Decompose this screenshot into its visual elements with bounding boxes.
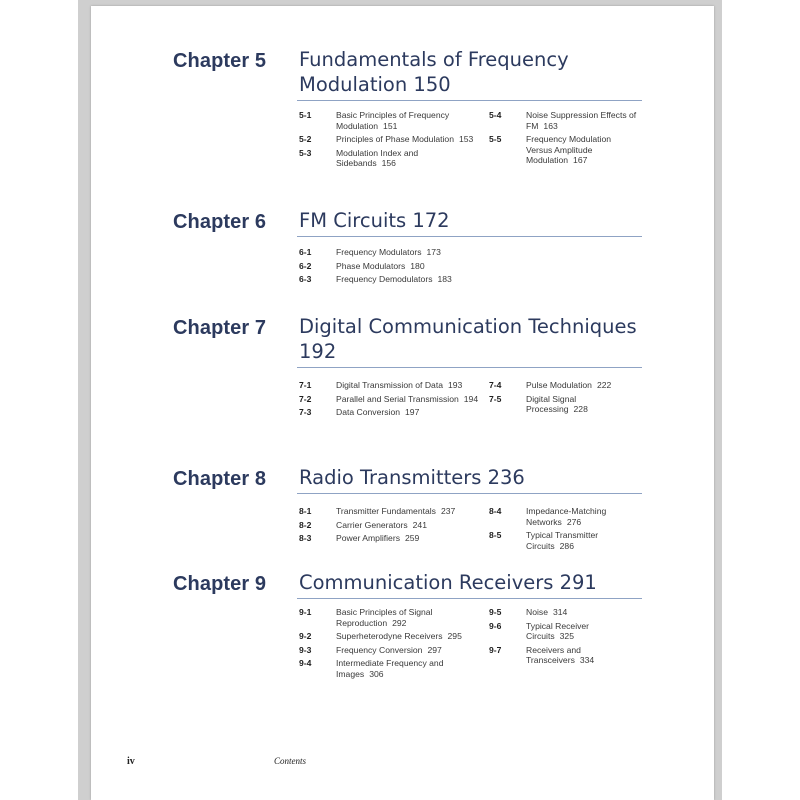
section-entry[interactable] <box>299 110 479 131</box>
section-page: 197 <box>405 407 420 417</box>
section-number: 8-2 <box>299 519 312 530</box>
section-title: Basic Principles of Signal Reproduction <box>336 607 433 628</box>
section-page: 237 <box>440 506 456 516</box>
chapter-title: Communication Receivers 291 <box>299 571 597 594</box>
section-title: Principles of Phase Modulation <box>336 134 454 144</box>
section-entry[interactable] <box>489 621 639 642</box>
section-entry[interactable] <box>299 407 479 418</box>
section-title: Typical Receiver Circuits <box>526 620 590 641</box>
section-title: Digital Transmission of Data <box>336 380 443 390</box>
section-title: Superheterodyne Receivers <box>336 631 443 641</box>
section-number: 9-1 <box>299 607 312 617</box>
section-entry[interactable] <box>299 134 479 145</box>
section-title: Basic Principles of Frequency Modulation <box>336 110 450 131</box>
section-number: 9-7 <box>489 644 502 655</box>
chapter-rule <box>297 493 642 494</box>
page-number: iv <box>127 756 135 767</box>
section-entry[interactable] <box>489 134 639 166</box>
section-number: 9-4 <box>299 658 312 668</box>
section-entry[interactable] <box>299 394 479 405</box>
section-page: 156 <box>381 158 396 168</box>
section-page: 241 <box>412 519 427 530</box>
section-column-right <box>489 380 639 418</box>
section-title: Noise Suppression Effects of FM <box>526 110 637 131</box>
section-number: 8-1 <box>299 506 312 516</box>
chapter-title: Fundamentals of Frequency Modulation 150 <box>299 48 569 96</box>
section-title: Carrier Generators <box>336 519 408 530</box>
section-page: 194 <box>463 393 479 404</box>
section-number: 9-5 <box>489 607 502 617</box>
section-number: 6-1 <box>299 247 312 257</box>
section-entry[interactable] <box>299 380 479 391</box>
left-margin <box>0 0 78 800</box>
section-number: 7-4 <box>489 380 502 390</box>
chapter-label: Chapter 5 <box>173 50 267 72</box>
section-number: 5-2 <box>299 134 312 144</box>
chapter-label: Chapter 8 <box>173 468 267 490</box>
section-page: 276 <box>566 516 582 527</box>
section-page: 193 <box>448 380 463 390</box>
chapter-title: Radio Transmitters 236 <box>299 466 525 489</box>
section-number: 9-3 <box>299 644 312 655</box>
section-page: 167 <box>573 155 588 165</box>
section-number: 9-6 <box>489 620 502 631</box>
section-page: 222 <box>596 380 612 390</box>
section-page: 151 <box>383 120 398 131</box>
chapter-rule <box>297 236 642 237</box>
section-title: Receivers and Transceivers <box>526 644 581 665</box>
section-entry[interactable] <box>299 274 479 285</box>
section-number: 5-1 <box>299 110 312 120</box>
section-title: Frequency Conversion <box>336 644 423 655</box>
section-page: 153 <box>459 134 474 144</box>
section-number: 5-5 <box>489 134 502 144</box>
section-number: 6-2 <box>299 260 312 271</box>
section-entry[interactable] <box>299 645 479 656</box>
section-title: Parallel and Serial Transmission <box>336 393 459 404</box>
chapter-label: Chapter 7 <box>173 317 267 339</box>
section-page: 306 <box>369 668 384 679</box>
section-number: 8-3 <box>299 533 312 543</box>
section-title: Pulse Modulation <box>526 380 592 390</box>
running-title: Contents <box>274 756 307 766</box>
section-title: Frequency Modulation Versus Amplitude Modulation <box>526 134 612 165</box>
section-page: 180 <box>410 260 425 271</box>
section-entry[interactable] <box>489 530 639 551</box>
section-column-right <box>489 607 639 669</box>
section-number: 7-3 <box>299 407 312 417</box>
section-entry[interactable] <box>489 506 639 527</box>
section-entry[interactable] <box>299 607 479 628</box>
section-title: Phase Modulators <box>336 260 406 271</box>
section-number: 5-3 <box>299 147 312 158</box>
section-title: Intermediate Frequency and Images <box>336 658 444 679</box>
section-column-left <box>299 247 479 288</box>
section-number: 7-1 <box>299 380 312 390</box>
section-page: 286 <box>559 540 574 551</box>
section-entry[interactable] <box>299 631 479 642</box>
section-page: 295 <box>447 631 462 641</box>
section-title: Typical Transmitter Circuits <box>526 530 599 551</box>
chapter-rule <box>297 367 642 368</box>
section-entry[interactable] <box>299 533 479 544</box>
section-entry[interactable] <box>299 247 479 258</box>
section-entry[interactable] <box>489 645 639 666</box>
section-page: 325 <box>559 631 574 641</box>
section-entry[interactable] <box>299 506 479 517</box>
section-column-right <box>489 506 639 554</box>
section-entry[interactable] <box>299 658 479 679</box>
section-page: 334 <box>579 655 595 665</box>
section-entry[interactable] <box>489 110 639 131</box>
section-title: Frequency Modulators <box>336 247 422 257</box>
section-column-left <box>299 506 479 547</box>
section-title: Modulation Index and Sidebands <box>336 147 419 168</box>
section-entry[interactable] <box>299 520 479 531</box>
section-page: 163 <box>543 120 558 131</box>
section-column-left <box>299 380 479 421</box>
section-entry[interactable] <box>299 261 479 272</box>
section-title: Frequency Demodulators <box>336 274 433 284</box>
section-title: Power Amplifiers <box>336 533 400 543</box>
section-title: Digital Signal Processing <box>526 393 577 414</box>
right-margin <box>722 0 800 800</box>
chapter-title: Digital Communication Techniques 192 <box>299 315 637 363</box>
section-page: 297 <box>427 644 442 655</box>
section-entry[interactable] <box>489 607 639 618</box>
section-number: 7-5 <box>489 393 502 404</box>
chapter-rule <box>297 100 642 101</box>
section-title: Impedance-Matching Networks <box>526 506 607 527</box>
section-number: 7-2 <box>299 393 312 404</box>
section-number: 5-4 <box>489 110 502 120</box>
chapter-label: Chapter 9 <box>173 573 267 595</box>
section-number: 6-3 <box>299 274 312 284</box>
section-column-left <box>299 607 479 682</box>
section-page: 173 <box>426 247 441 257</box>
section-number: 9-2 <box>299 631 312 641</box>
section-entry[interactable] <box>489 394 639 415</box>
section-column-right <box>489 110 639 169</box>
section-title: Noise <box>526 607 548 617</box>
section-column-left <box>299 110 479 172</box>
section-page: 314 <box>552 607 568 617</box>
chapter-label: Chapter 6 <box>173 211 267 233</box>
section-number: 8-5 <box>489 530 502 540</box>
chapter-rule <box>297 598 642 599</box>
section-page: 292 <box>392 617 407 628</box>
section-title: Transmitter Fundamentals <box>336 506 436 516</box>
chapter-title: FM Circuits 172 <box>299 209 450 232</box>
document-page <box>91 6 714 800</box>
section-entry[interactable] <box>299 148 479 169</box>
section-page: 228 <box>573 404 588 414</box>
section-number: 8-4 <box>489 506 502 516</box>
section-page: 259 <box>405 533 420 543</box>
section-title: Data Conversion <box>336 407 401 417</box>
section-page: 183 <box>437 274 452 284</box>
section-entry[interactable] <box>489 380 639 391</box>
